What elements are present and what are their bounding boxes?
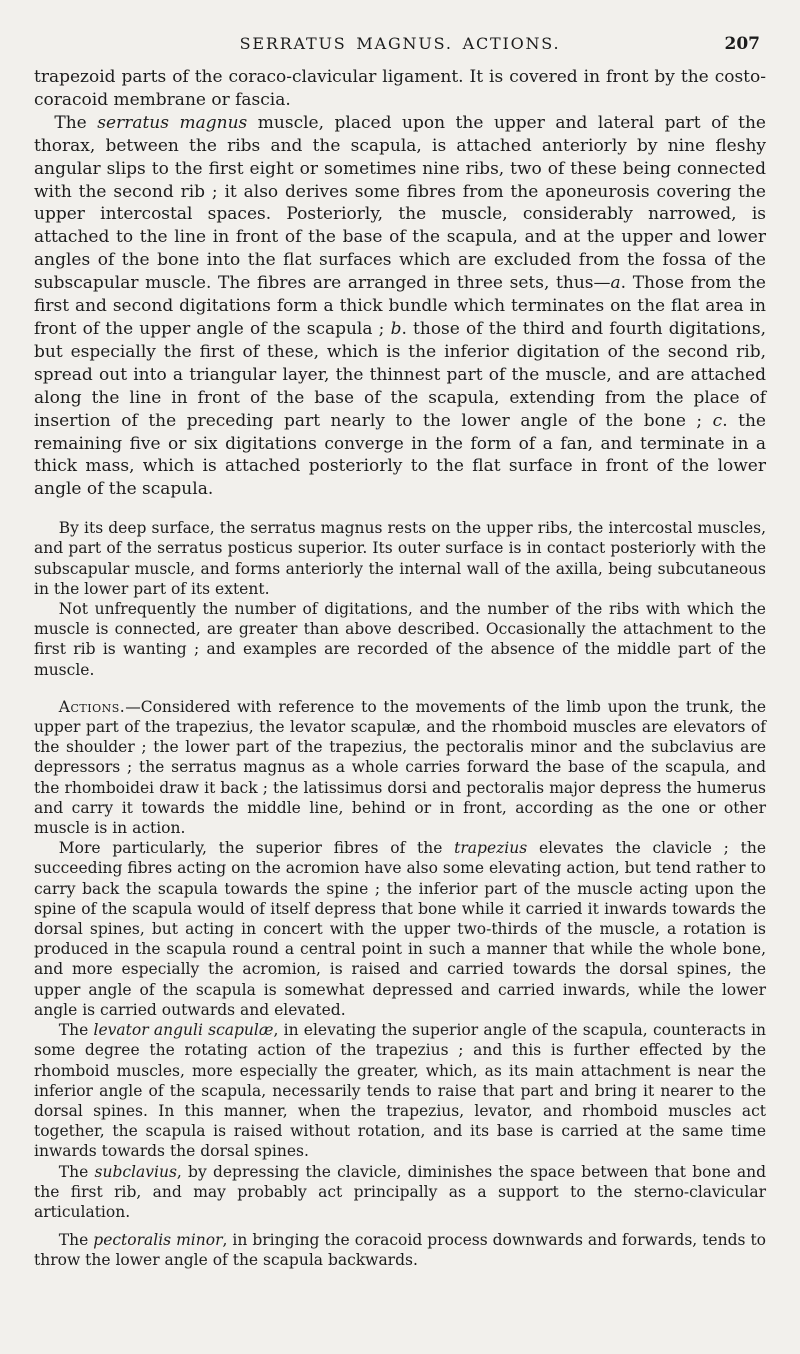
text-run: —Considered with reference to the movements of the limb upon the trunk, the upper part of the trapezius, the levator scapulæ, and the rhomboid muscles are elevators of the shoulder ; the lower part of the trapezius, the pectoralis minor and the subclavius are depressors ; the serratus magnus as a whole carries forward the base of the scapula, and the rhomboidei draw it back ; the latissimus dorsi and pectoralis major depress the humerus and carry it towards the middle line, behind or in front, according as the one or other muscle is in action. (34, 697, 766, 838)
paragraph-subclavius (34, 1162, 766, 1223)
text-run: . Those from the first and second digitations form a thick bundle which terminates on the flat area in front of the upper angle of the scapula ; (34, 273, 766, 339)
text-run: More particularly, the superior fibres of the (58, 839, 455, 858)
enumeration-mark: b (390, 318, 402, 339)
text-run: . the remaining five or six digitations converge in the form of a fan, and terminate in a thick mass, which is attached posteriorly to the flat surface in front of the lower angle of the scapula. (34, 410, 766, 500)
text-run: The (58, 1231, 94, 1250)
paragraph-trapezius (34, 838, 766, 1020)
muscle-term: serratus magnus (97, 112, 248, 133)
running-head (34, 34, 766, 66)
paragraph-serratus-magnus (34, 112, 766, 501)
text-run: muscle, placed upon the upper and lateral part of the thorax, between the ribs and the scapula, is attached anteriorly by nine fleshy angular slips to the first eight or sometimes nine ribs, two of these being connected with the second rib ; it also derives some fibres from the aponeurosis covering the upper intercostal spaces. Posteriorly, the muscle, considerably narrowed, is attached to the line in front of the base of the scapula, and at the upper and lower angles of the bone into the flat surfaces which are excluded from the fossa of the subscapular muscle. The fibres are arranged in three sets, thus— (34, 112, 766, 294)
paragraph-actions (34, 697, 766, 838)
muscle-term: subclavius (94, 1162, 177, 1181)
running-title: SERRATUS MAGNUS. ACTIONS. (239, 34, 561, 53)
muscle-term: trapezius (454, 839, 528, 858)
main-text-block (34, 66, 766, 501)
muscle-term: pectoralis minor (93, 1231, 223, 1250)
section-heading: Actions. (58, 697, 126, 716)
text-run: The (54, 112, 98, 133)
text-run: , in elevating the superior angle of the scapula, counteracts in some degree the rotating action of the trapezius ; and this is further effected by the rhomboid muscles, more especially the greater, which, as its main attachment is near the inferior angle of the scapula, necessarily tends to raise that part and bring it nearer to the dorsal spines. In this manner, when the trapezius, levator, and rhomboid muscles act together, the scapula is raised without rotation, and its base is carried at the same time inwards towards the dorsal spines. (34, 1021, 767, 1161)
text-run: elevates the clavicle ; the succeeding fibres acting on the acromion have also some elevating action, but tend rather to carry back the scapula towards the spine ; the inferior part of the muscle acting upon the spine of the scapula would of itself depress that bone while it carried it inwards towards the dorsal spines, but acting in concert with the upper two-thirds of the muscle, a rotation is produced in the scapula round a central point in such a manner that while the whole bone, and more especially the acromion, is raised and carried towards the dorsal spines, the upper angle of the scapula is somewhat depressed and carried inwards, while the lower angle is carried outwards and elevated. (34, 839, 766, 1019)
paragraph-variations: Not unfrequently the number of digitations, and the number of the ribs with which the muscle is connected, are greater than above described. Occasionally the attachment to the first rib is wanting ; and examples are recorded of the absence of the middle part of the muscle. (34, 600, 766, 679)
page-number: 207 (724, 34, 760, 54)
text-run: The (58, 1021, 94, 1040)
enumeration-mark: c (712, 410, 723, 431)
paragraph-relations: By its deep surface, the serratus magnus rests on the upper ribs, the intercostal muscles, and part of the serratus posticus superior. Its outer surface is in contact posteriorly with the subscapular muscle, and forms anteriorly the internal wall of the axilla, being subcutaneous in the lower part of its extent. (34, 519, 766, 598)
paragraph-pectoralis-minor (34, 1230, 766, 1270)
paragraph-continuation: trapezoid parts of the coraco-clavicular ligament. It is covered in front by the costo-coracoid membrane or fascia. (34, 67, 766, 110)
text-run: . those of the third and fourth digitations, but especially the first of these, which is the inferior digitation of the second rib, spread out into a triangular layer, the thinnest part of the muscle, and are attached along the line in front of the base of the scapula, extending from the place of insertion of the preceding part nearly to the lower angle of the bone ; (34, 318, 766, 431)
muscle-term: levator anguli scapulæ (93, 1021, 274, 1040)
text-run: , in bringing the coracoid process downwards and forwards, tends to throw the lower angle of the scapula backwards. (34, 1231, 767, 1270)
text-run: The (58, 1162, 95, 1181)
paragraph-levator (34, 1020, 766, 1161)
text-run: , by depressing the clavicle, diminishes the space between that bone and the first rib, and may probably act principally as a support to the sterno-clavicular articulation. (34, 1162, 766, 1221)
enumeration-mark: a (610, 273, 621, 294)
small-print-block (34, 518, 766, 1270)
